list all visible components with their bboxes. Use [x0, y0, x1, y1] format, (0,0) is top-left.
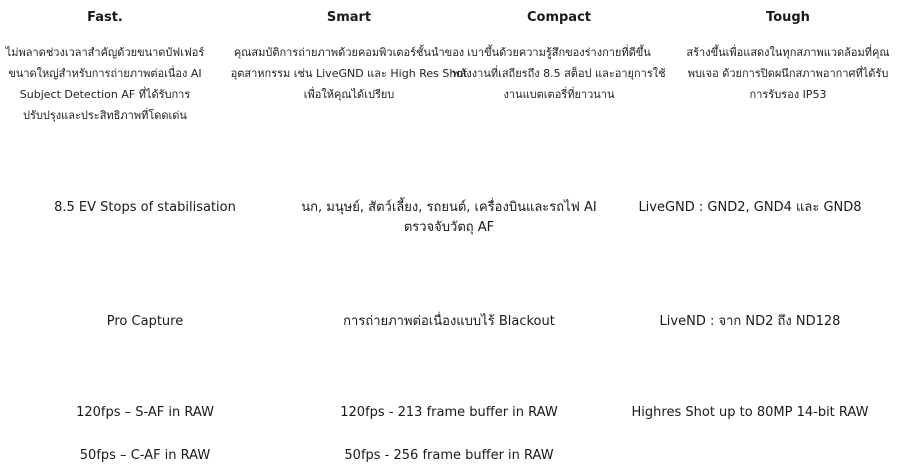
feature-compact — [452, 10, 666, 105]
spec-live-gnd: LiveGND : GND2, GND4 และ GND8 — [638, 200, 862, 215]
feature-compact-description: เบาขึ้นด้วยความรู้สึกของร่างกายที่ดีขึ้น พลังงานที่เสถียรถึง 8.5 สต็อป และอายุการใช้งานแบตเตอรี่ที่ยาวนาน — [452, 46, 666, 101]
feature-fast-title: Fast. — [87, 10, 123, 25]
feature-smart-title: Smart — [326, 10, 372, 25]
spec-live-nd: LiveND : จาก ND2 ถึง ND128 — [659, 314, 841, 329]
feature-tough — [683, 10, 893, 105]
spec-highres-shot: Highres Shot up to 80MP 14-bit RAW — [631, 405, 869, 420]
spec-50fps-buffer: 50fps - 256 frame buffer in RAW — [344, 448, 554, 463]
spec-pro-capture: Pro Capture — [106, 314, 184, 329]
feature-highlights — [0, 0, 900, 150]
spec-120fps-buffer: 120fps - 213 frame buffer in RAW — [340, 405, 558, 420]
spec-50fps-caf: 50fps – C-AF in RAW — [79, 448, 211, 463]
feature-fast-description: ไม่พลาดช่วงเวลาสำคัญด้วยขนาดบัฟเฟอร์ขนาดใหญ่สำหรับการถ่ายภาพต่อเนื่อง AI Subject Detection AF ที่ได้รับการปรับปรุงและประสิทธิภาพที่โดดเด่น — [5, 46, 205, 122]
feature-fast — [2, 10, 208, 126]
feature-tough-title: Tough — [766, 10, 810, 25]
spec-120fps-saf: 120fps – S-AF in RAW — [76, 405, 214, 420]
spec-subject-detection: นก, มนุษย์, สัตว์เลี้ยง, รถยนต์, เครื่องบินและรถไฟ AI ตรวจจับวัตถุ AF — [301, 200, 597, 235]
feature-smart-description: คุณสมบัติการถ่ายภาพด้วยคอมพิวเตอร์ชั้นนำของอุตสาหกรรม เช่น LiveGND และ High Res Shot เพื่อให้คุณได้เปรียบ — [230, 46, 468, 101]
feature-compact-title: Compact — [526, 10, 592, 25]
feature-tough-description: สร้างขึ้นเพื่อแสดงในทุกสภาพแวดล้อมที่คุณพบเจอ ด้วยการปิดผนึกสภาพอากาศที่ได้รับการรับรอง IP53 — [686, 46, 890, 101]
feature-smart — [229, 10, 469, 105]
spec-blackout-free: การถ่ายภาพต่อเนื่องแบบไร้ Blackout — [343, 314, 555, 329]
spec-stabilisation: 8.5 EV Stops of stabilisation — [54, 200, 236, 215]
